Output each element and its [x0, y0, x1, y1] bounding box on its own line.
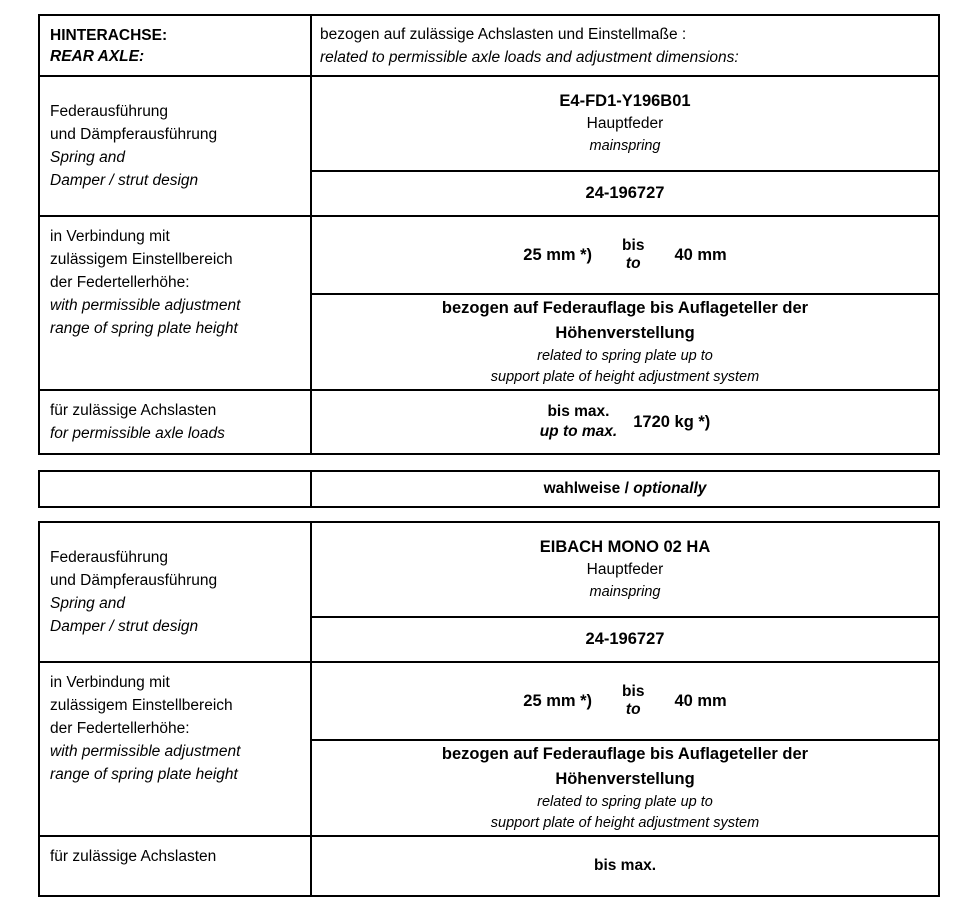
adjustment-values: [312, 217, 938, 389]
spring-design-row: [40, 523, 938, 661]
axle-load-label-de: für zulässige Achslasten: [50, 402, 217, 419]
axle-load-values: [312, 391, 938, 453]
range-min: 25 mm *): [523, 691, 593, 710]
adjustment-label-de-3: der Federtellerhöhe:: [50, 274, 190, 291]
axle-load-values: [312, 837, 938, 895]
optional-empty-cell: [40, 472, 312, 506]
axle-load-row: [40, 389, 938, 453]
axle-load-label-en: for permissible axle loads: [50, 425, 225, 442]
spring-type-de: Hauptfeder: [586, 561, 664, 578]
note-en-2: support plate of height adjustment system: [490, 815, 760, 831]
spring-label-de-1: Federausführung: [50, 103, 169, 120]
adjustment-range-row: [40, 661, 938, 835]
adjustment-note-cell: [312, 293, 938, 389]
spring-design-row: [40, 75, 938, 215]
header-row: [40, 16, 938, 75]
part-number: 24-196727: [585, 630, 665, 648]
note-en-1: related to spring plate up to: [537, 794, 713, 810]
adjustment-range-row: [40, 215, 938, 389]
spring-type-de: Hauptfeder: [586, 115, 664, 132]
range-word: [622, 237, 644, 273]
optional-line: [544, 478, 707, 500]
axle-load-prefix: [594, 856, 656, 876]
axle-load-prefix-en: up to max.: [539, 423, 618, 440]
adjustment-range-cell: [312, 217, 938, 293]
spring-designation-cell: [312, 523, 938, 616]
spring-design-label-cell: [40, 77, 312, 215]
adjustment-label-cell: [40, 217, 312, 389]
axle-load-value-cell: [312, 391, 938, 453]
axle-load-label-cell: [40, 391, 312, 453]
title-de: HINTERACHSE:: [50, 27, 168, 44]
axle-load-label-cell: [40, 837, 312, 895]
spring-label-en-1: Spring and: [50, 149, 125, 166]
spring-designation: E4-FD1-Y196B01: [559, 92, 691, 110]
spring-label-de-2: und Dämpferausführung: [50, 572, 218, 589]
range-word: [622, 683, 644, 719]
range-line: [523, 683, 726, 719]
adjustment-label-de-1: in Verbindung mit: [50, 228, 170, 245]
optional-table: [38, 470, 940, 508]
axle-load-prefix: [540, 402, 618, 442]
part-number-cell: [312, 616, 938, 661]
adjustment-label-de-3: der Federtellerhöhe:: [50, 720, 190, 737]
axle-load-row: [40, 835, 938, 895]
axle-load-prefix-de: bis max.: [547, 403, 610, 420]
note-en-2: support plate of height adjustment system: [490, 369, 760, 385]
adjustment-values: [312, 663, 938, 835]
range-word-de: bis: [622, 237, 645, 254]
adjustment-label-cell: [40, 663, 312, 835]
note-de-2: Höhenverstellung: [555, 770, 695, 788]
spring-type-en: mainspring: [589, 584, 661, 600]
range-max: 40 mm: [674, 245, 727, 264]
adjustment-label-de-1: in Verbindung mit: [50, 674, 170, 691]
note-de-1: bezogen auf Federauflage bis Auflageteller der: [441, 299, 809, 317]
range-line: [523, 237, 726, 273]
axle-load-label-de: für zulässige Achslasten: [50, 848, 217, 865]
note-en-1: related to spring plate up to: [537, 348, 713, 364]
spring-label-en-2: Damper / strut design: [50, 618, 199, 635]
range-word-en: to: [625, 701, 641, 718]
range-word-de: bis: [622, 683, 645, 700]
adjustment-label-de-2: zulässigem Einstellbereich: [50, 251, 233, 268]
axle-load-value-line: [594, 856, 656, 876]
optional-cell: [312, 472, 938, 506]
spring-label-de-2: und Dämpferausführung: [50, 126, 218, 143]
rear-axle-spec-table: [38, 14, 940, 455]
rear-axle-desc-cell: [312, 16, 938, 75]
rear-axle-title-cell: [40, 16, 312, 75]
adjustment-label-en-2: range of spring plate height: [50, 320, 238, 337]
range-word-en: to: [625, 255, 641, 272]
spring-design-values: [312, 77, 938, 215]
optional-value-stack: [312, 472, 938, 506]
axle-load-value: 1720 kg *): [633, 412, 711, 431]
spring-label-de-1: Federausführung: [50, 549, 169, 566]
part-number-cell: [312, 170, 938, 215]
spring-design-values: [312, 523, 938, 661]
axle-load-prefix-de: bis max.: [593, 857, 657, 874]
spring-label-en-1: Spring and: [50, 595, 125, 612]
note-de-2: Höhenverstellung: [555, 324, 695, 342]
adjustment-label-en-1: with permissible adjustment: [50, 743, 241, 760]
range-max: 40 mm: [674, 691, 727, 710]
eibach-spec-table: [38, 521, 940, 897]
axle-load-value-cell: [312, 837, 938, 895]
title-en: REAR AXLE:: [50, 48, 145, 65]
spring-design-label-cell: [40, 523, 312, 661]
desc-de: bezogen auf zulässige Achslasten und Einstellmaße :: [320, 26, 687, 43]
note-de-1: bezogen auf Federauflage bis Auflageteller der: [441, 745, 809, 763]
spring-designation: EIBACH MONO 02 HA: [539, 538, 711, 556]
spring-designation-cell: [312, 77, 938, 170]
adjustment-range-cell: [312, 663, 938, 739]
desc-en: related to permissible axle loads and adjustment dimensions:: [320, 49, 739, 66]
part-number: 24-196727: [585, 184, 665, 202]
optional-label-en: optionally: [633, 480, 707, 497]
adjustment-label-en-1: with permissible adjustment: [50, 297, 241, 314]
range-min: 25 mm *): [523, 245, 593, 264]
axle-load-value-line: [540, 402, 711, 442]
adjustment-label-de-2: zulässigem Einstellbereich: [50, 697, 233, 714]
adjustment-note-cell: [312, 739, 938, 835]
spring-label-en-2: Damper / strut design: [50, 172, 199, 189]
optional-row: [40, 472, 938, 506]
optional-label-de: wahlweise /: [543, 480, 629, 497]
spring-type-en: mainspring: [589, 138, 661, 154]
adjustment-label-en-2: range of spring plate height: [50, 766, 238, 783]
